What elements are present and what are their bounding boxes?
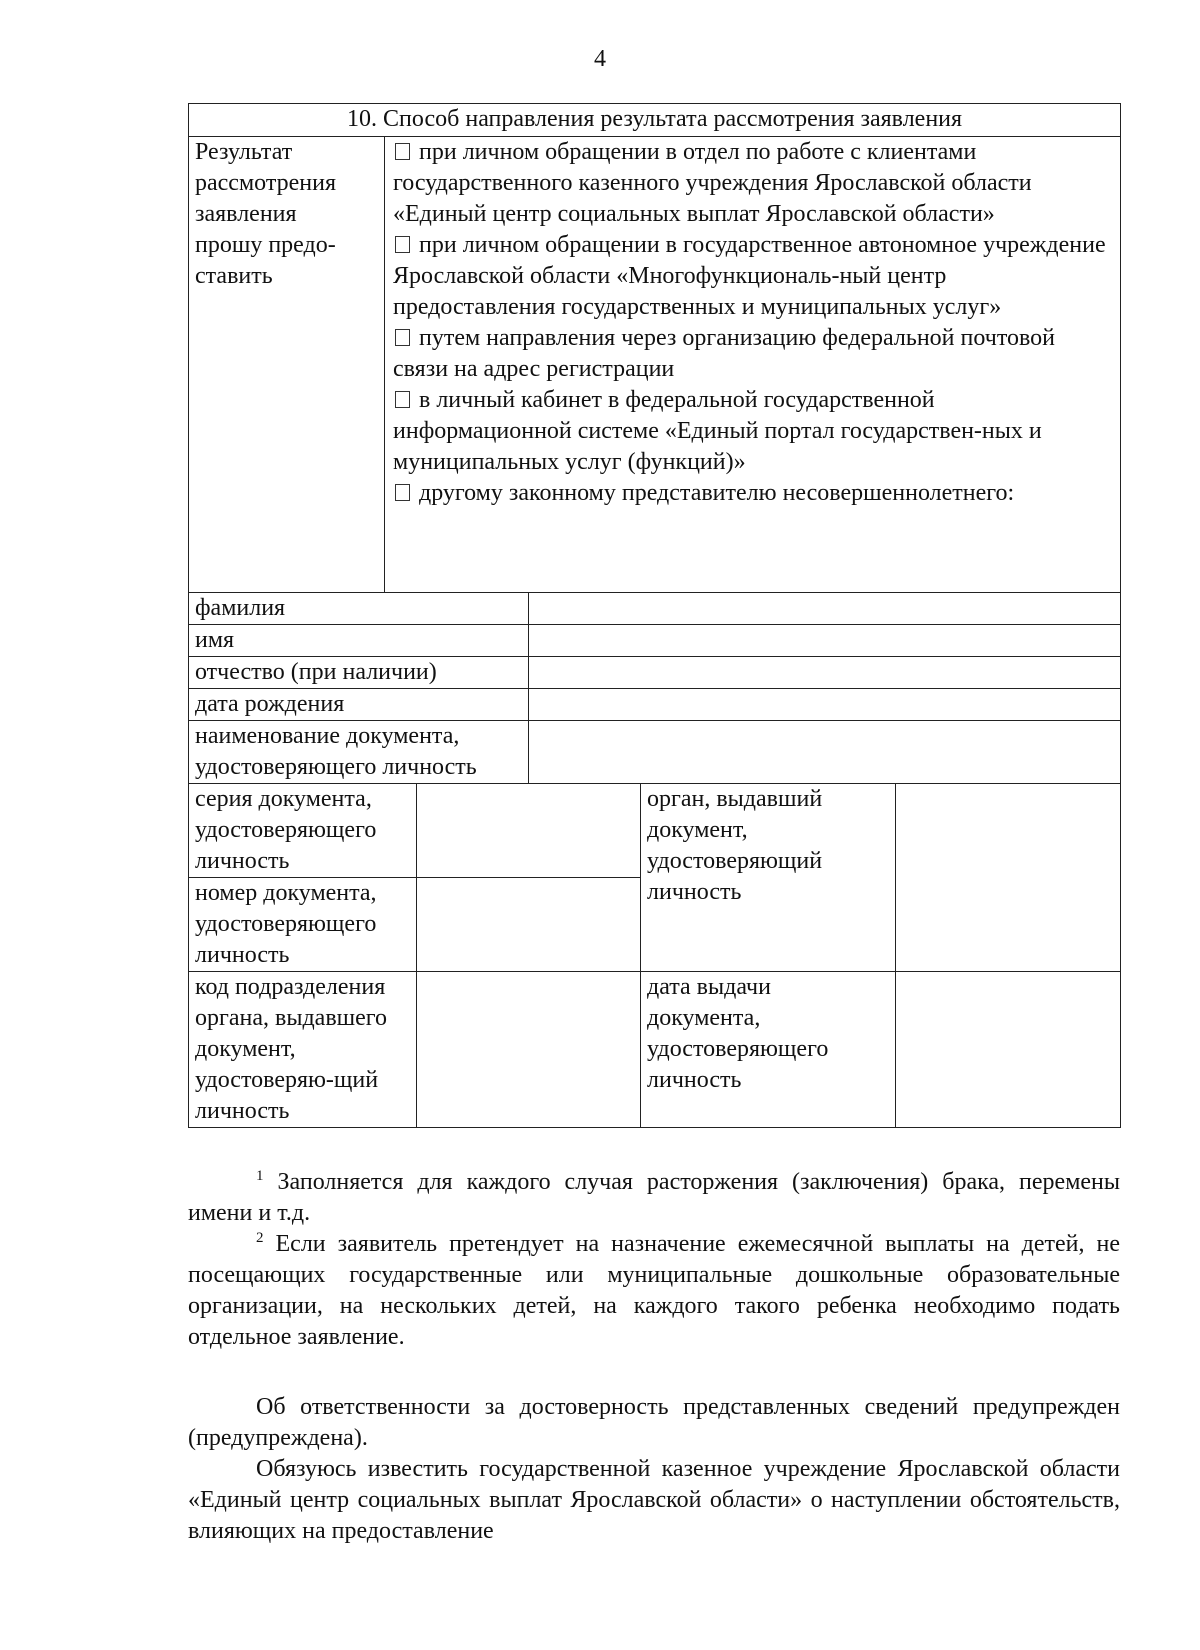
option-label: в личный кабинет в федеральной государственной информационной системе «Единый портал государствен-ных и муниципальных услуг (функций)» (393, 387, 1042, 475)
section-title: 10. Способ направления результата рассмотрения заявления (189, 104, 1121, 137)
option-label: при личном обращении в государственное автономное учреждение Ярославской области «Многофункциональ-ный центр предоставления государственных и муниципальных услуг» (393, 232, 1106, 320)
result-delivery-label-line: рассмотрения (195, 170, 336, 196)
footnote-mark: 1 (256, 1168, 264, 1184)
issue-date-value[interactable] (896, 972, 1121, 1128)
issue-date-label: дата выдачи документа, удостоверяющего личность (641, 972, 896, 1128)
doc-series-value[interactable] (417, 784, 641, 878)
footnote-mark: 2 (256, 1230, 264, 1246)
patronymic-value[interactable] (529, 657, 1121, 689)
name-label: имя (189, 625, 529, 657)
option-in-person-ecsv[interactable] (393, 137, 1114, 230)
page-number: 4 (594, 46, 606, 72)
footnote-2 (188, 1229, 1120, 1353)
obligation-statement: Обязуюсь известить государственной казенное учреждение Ярославской области «Единый центр социальных выплат Ярославской области» о наступлении обстоятельств, влияющих на предоставление (188, 1456, 1120, 1544)
surname-value[interactable] (529, 593, 1121, 625)
issuer-label: орган, выдавший документ, удостоверяющий личность (641, 784, 896, 972)
checkbox-icon[interactable] (395, 329, 410, 346)
option-label: путем направления через организацию федеральной почтовой связи на адрес регистрации (393, 325, 1055, 382)
birth-date-label: дата рождения (189, 689, 529, 721)
statements (188, 1392, 1120, 1547)
option-label: при личном обращении в отдел по работе с клиентами государственного казенного учреждения Ярославской области «Единый центр социальных выплат Ярославской области» (393, 139, 1032, 227)
option-gosuslugi-cabinet[interactable] (393, 385, 1114, 478)
doc-series-label: серия документа, удостоверяющего личность (189, 784, 417, 878)
footnote-1 (188, 1167, 1120, 1229)
delivery-options (385, 137, 1121, 593)
checkbox-icon[interactable] (395, 484, 410, 501)
checkbox-icon[interactable] (395, 143, 410, 160)
delivery-method-table (188, 103, 1121, 1128)
surname-label: фамилия (189, 593, 529, 625)
option-in-person-mfc[interactable] (393, 230, 1114, 323)
result-delivery-label-line: ставить (195, 263, 273, 289)
result-delivery-label-line: прошу предо- (195, 232, 336, 258)
checkbox-icon[interactable] (395, 391, 410, 408)
patronymic-label: отчество (при наличии) (189, 657, 529, 689)
option-postal[interactable] (393, 323, 1114, 385)
doc-name-value[interactable] (529, 721, 1121, 784)
result-delivery-label (189, 137, 385, 593)
issuer-value[interactable] (896, 784, 1121, 972)
division-code-label: код подразделения органа, выдавшего документ, удостоверяю-щий личность (189, 972, 417, 1128)
option-legal-representative[interactable] (393, 478, 1114, 509)
checkbox-icon[interactable] (395, 236, 410, 253)
footnote-text: Если заявитель претендует на назначение ежемесячной выплаты на детей, не посещающих государственные или муниципальные дошкольные образовательные организации, на нескольких детей, на каждого такого ребенка необходимо подать отдельное заявление. (188, 1231, 1120, 1350)
name-value[interactable] (529, 625, 1121, 657)
birth-date-value[interactable] (529, 689, 1121, 721)
doc-number-value[interactable] (417, 878, 641, 972)
doc-number-label: номер документа, удостоверяющего личность (189, 878, 417, 972)
result-delivery-label-line: заявления (195, 201, 297, 227)
doc-name-label: наименование документа, удостоверяющего личность (189, 721, 529, 784)
option-label: другому законному представителю несовершеннолетнего: (419, 480, 1015, 506)
footnotes (188, 1167, 1120, 1353)
responsibility-statement: Об ответственности за достоверность представленных сведений предупрежден (предупреждена). (188, 1394, 1120, 1451)
result-delivery-label-line: Результат (195, 139, 293, 165)
footnote-text: Заполняется для каждого случая расторжения (заключения) брака, перемены имени и т.д. (188, 1169, 1121, 1226)
division-code-value[interactable] (417, 972, 641, 1128)
